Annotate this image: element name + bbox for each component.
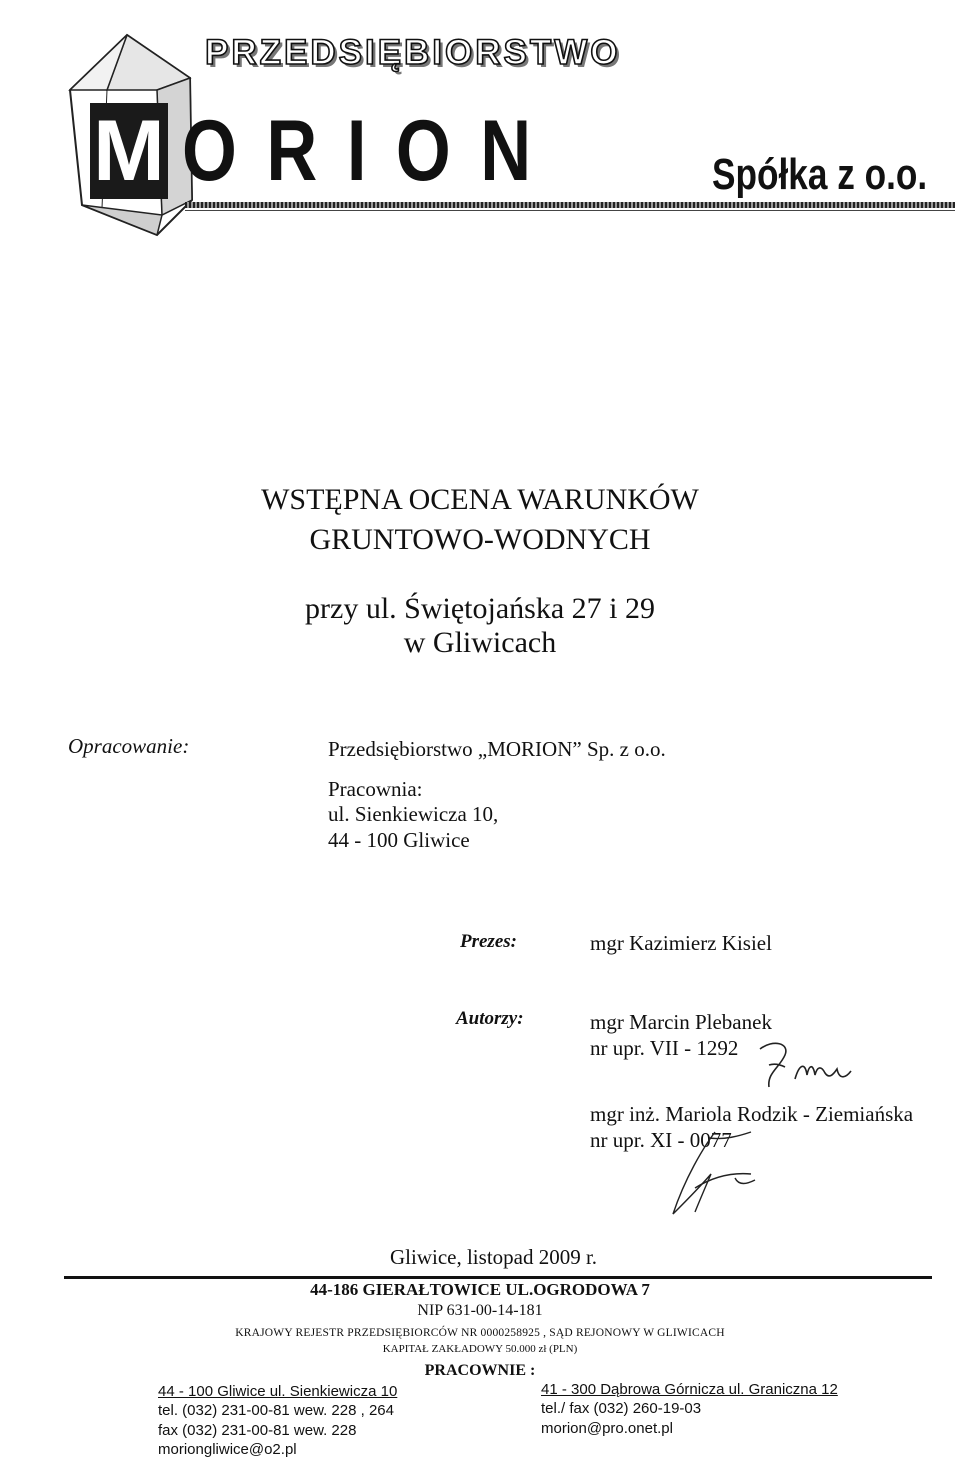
location-line2: w Gliwicach — [403, 626, 557, 659]
document-title-line2: GRUNTOWO-WODNYCH — [309, 523, 651, 556]
footer-workshops-label: PRACOWNIE : — [424, 1362, 536, 1379]
letterhead-top-label: PRZEDSIĘBIORSTWO — [205, 33, 621, 72]
prepared-city: 44 - 100 Gliwice — [328, 828, 470, 852]
footer-registry: KRAJOWY REJESTR PRZEDSIĘBIORCÓW NR 0000258925 , SĄD REJONOWY W GLIWICACH — [235, 1327, 725, 1339]
author-1-name: mgr Marcin Plebanek — [590, 1010, 772, 1034]
footer-divider — [64, 1276, 932, 1279]
authors-label: Autorzy: — [456, 1008, 524, 1029]
location-line1: przy ul. Świętojańska 27 i 29 — [305, 592, 655, 625]
prepared-company: Przedsiębiorstwo „MORION” Sp. z o.o. — [328, 737, 666, 761]
prepared-street: ul. Sienkiewicza 10, — [328, 802, 499, 826]
workshop-right-telfax: tel./ fax (032) 260-19-03 — [541, 1400, 702, 1417]
footer-address: 44-186 GIERAŁTOWICE UL.OGRODOWA 7 — [310, 1280, 650, 1299]
workshop-left-email: moriongliwice@o2.pl — [158, 1441, 297, 1458]
president-label: Prezes: — [460, 931, 517, 952]
company-form: Spółka z o.o. — [712, 150, 928, 199]
workshop-right-address: 41 - 300 Dąbrowa Górnicza ul. Graniczna 12 — [541, 1381, 838, 1398]
document-title-line1: WSTĘPNA OCENA WARUNKÓW — [261, 483, 699, 516]
signature-author-2 — [655, 1128, 765, 1224]
brand-first-letter: M — [93, 103, 165, 199]
signature-author-1 — [755, 1035, 875, 1095]
author-2-name: mgr inż. Mariola Rodzik - Ziemiańska — [590, 1102, 914, 1126]
footer-nip: NIP 631-00-14-181 — [417, 1302, 543, 1319]
workshop-left-address: 44 - 100 Gliwice ul. Sienkiewicza 10 — [158, 1383, 398, 1400]
prepared-workshop-label: Pracownia: — [328, 777, 423, 801]
president-name: mgr Kazimierz Kisiel — [590, 931, 772, 955]
footer-capital: KAPITAŁ ZAKŁADOWY 50.000 zł (PLN) — [382, 1343, 578, 1355]
prepared-label: Opracowanie: — [68, 734, 190, 758]
date-line: Gliwice, listopad 2009 r. — [390, 1245, 598, 1269]
brand-name: ORION — [182, 103, 561, 199]
workshop-right-email: morion@pro.onet.pl — [541, 1420, 673, 1437]
author-2-license: nr upr. XI - 0077 — [590, 1128, 732, 1152]
letterhead-divider — [185, 202, 955, 208]
workshop-left-tel: tel. (032) 231-00-81 wew. 228 , 264 — [158, 1402, 394, 1419]
letterhead-divider-thin — [185, 210, 955, 211]
author-1-license: nr upr. VII - 1292 — [590, 1036, 739, 1060]
workshop-left-fax: fax (032) 231-00-81 wew. 228 — [158, 1422, 357, 1439]
